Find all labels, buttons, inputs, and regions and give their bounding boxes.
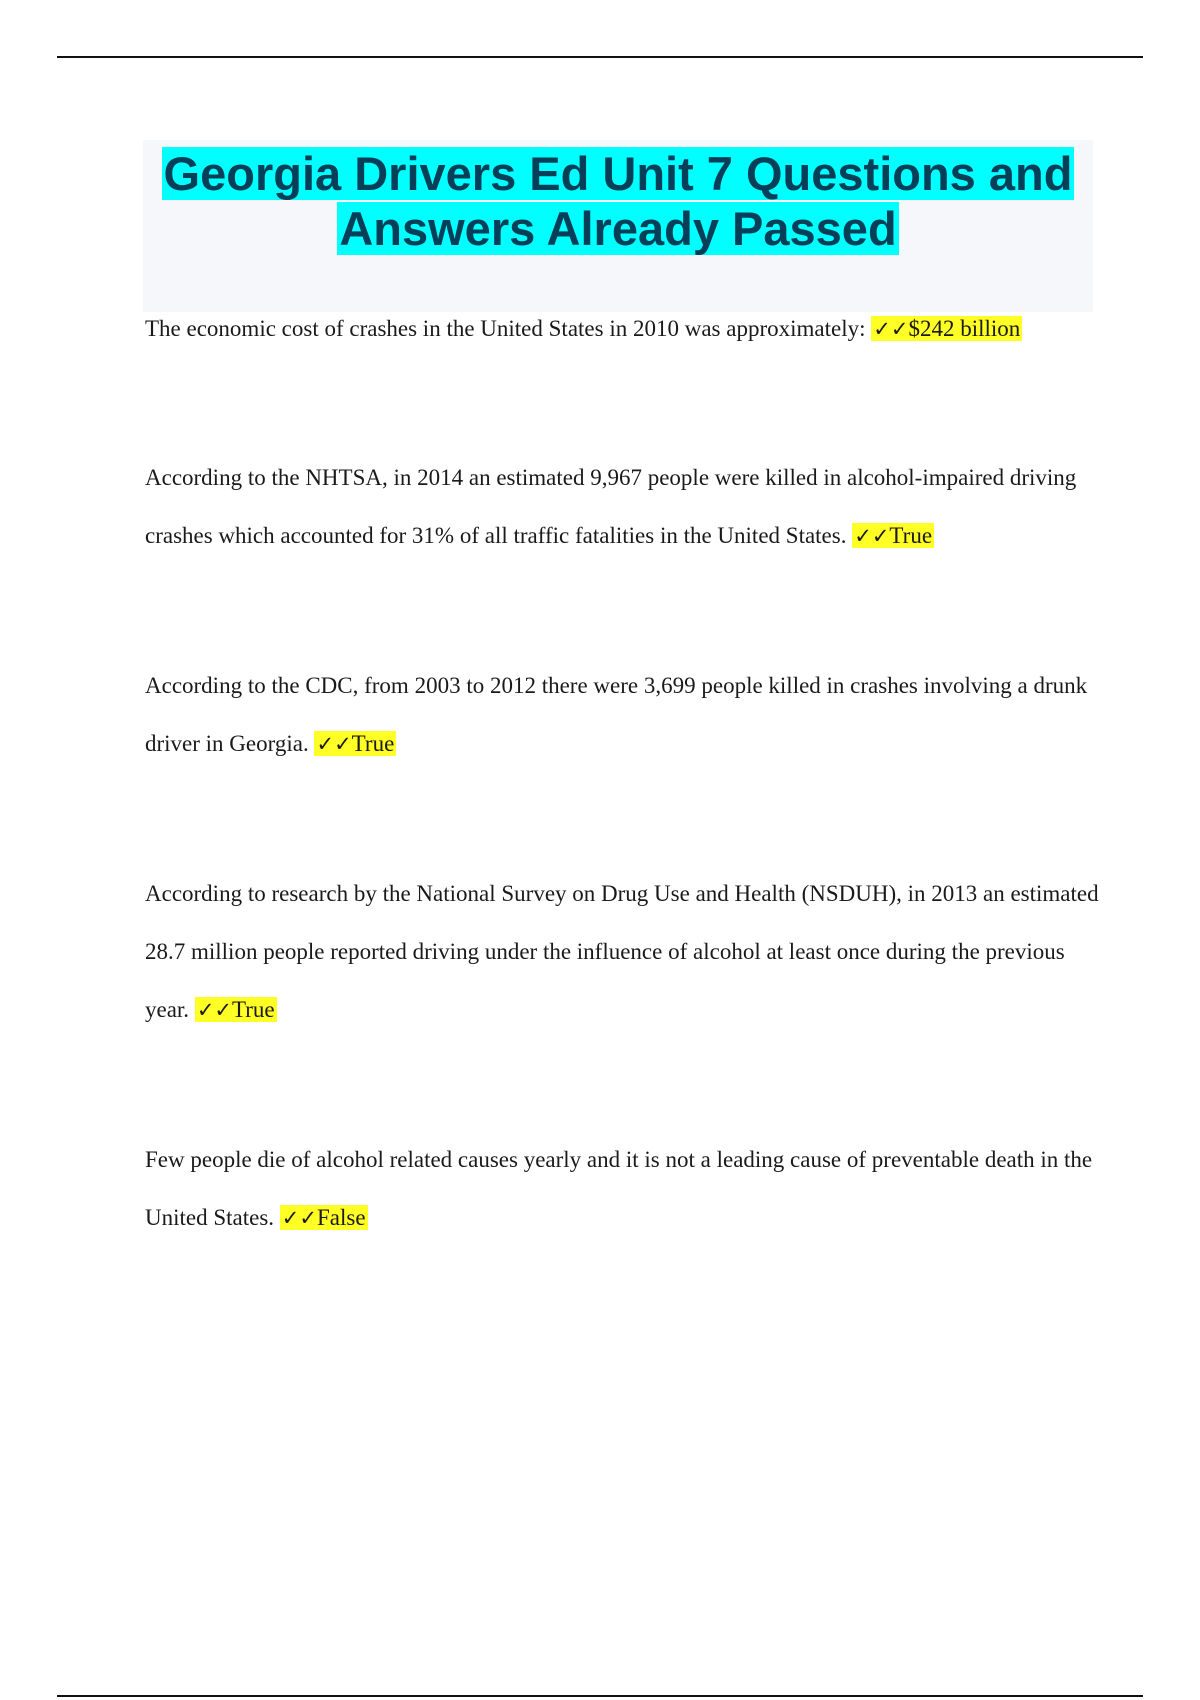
qa-item-1 (145, 300, 1100, 358)
double-check-icon: ✓✓ (316, 732, 352, 756)
double-check-icon: ✓✓ (854, 524, 890, 548)
answer-text: False (317, 1205, 366, 1230)
answer-highlight (314, 731, 396, 756)
question-text: According to the CDC, from 2003 to 2012 there were 3,699 people killed in crashes involving a drunk driver in Georgia. (145, 673, 1088, 756)
answer-highlight (195, 997, 277, 1022)
document-title-line-1: Georgia Drivers Ed Unit 7 Questions and (163, 147, 1073, 200)
question-text: The economic cost of crashes in the United States in 2010 was approximately: (145, 316, 866, 341)
page-top-rule (57, 56, 1143, 58)
double-check-icon: ✓✓ (873, 317, 909, 341)
answer-text: True (889, 523, 933, 548)
document-title-line-2: Answers Already Passed (339, 202, 897, 255)
document-title (143, 140, 1093, 256)
double-check-icon: ✓✓ (196, 998, 233, 1022)
answer-highlight (280, 1205, 368, 1230)
qa-item-4 (145, 865, 1100, 1039)
question-text: According to the NHTSA, in 2014 an estimated 9,967 people were killed in alcohol-impaired driving crashes which accounted for 31% of all traffic fatalities in the United States. (145, 465, 1077, 548)
question-text: Few people die of alcohol related causes yearly and it is not a leading cause of preventable death in the United States. (145, 1147, 1093, 1230)
question-text: According to research by the National Survey on Drug Use and Health (NSDUH), in 2013 an estimated 28.7 million people reported driving under the influence of alcohol at least once during the previous year. (145, 881, 1099, 1022)
answer-highlight (871, 316, 1022, 341)
title-block (143, 140, 1093, 312)
qa-item-3 (145, 657, 1100, 773)
answer-highlight (852, 523, 934, 548)
answer-text: True (351, 731, 395, 756)
answer-text: $242 billion (908, 316, 1021, 341)
double-check-icon: ✓✓ (281, 1206, 317, 1230)
qa-item-5 (145, 1131, 1100, 1247)
qa-item-2 (145, 449, 1100, 565)
answer-text: True (232, 997, 275, 1022)
page-bottom-rule (57, 1695, 1143, 1697)
